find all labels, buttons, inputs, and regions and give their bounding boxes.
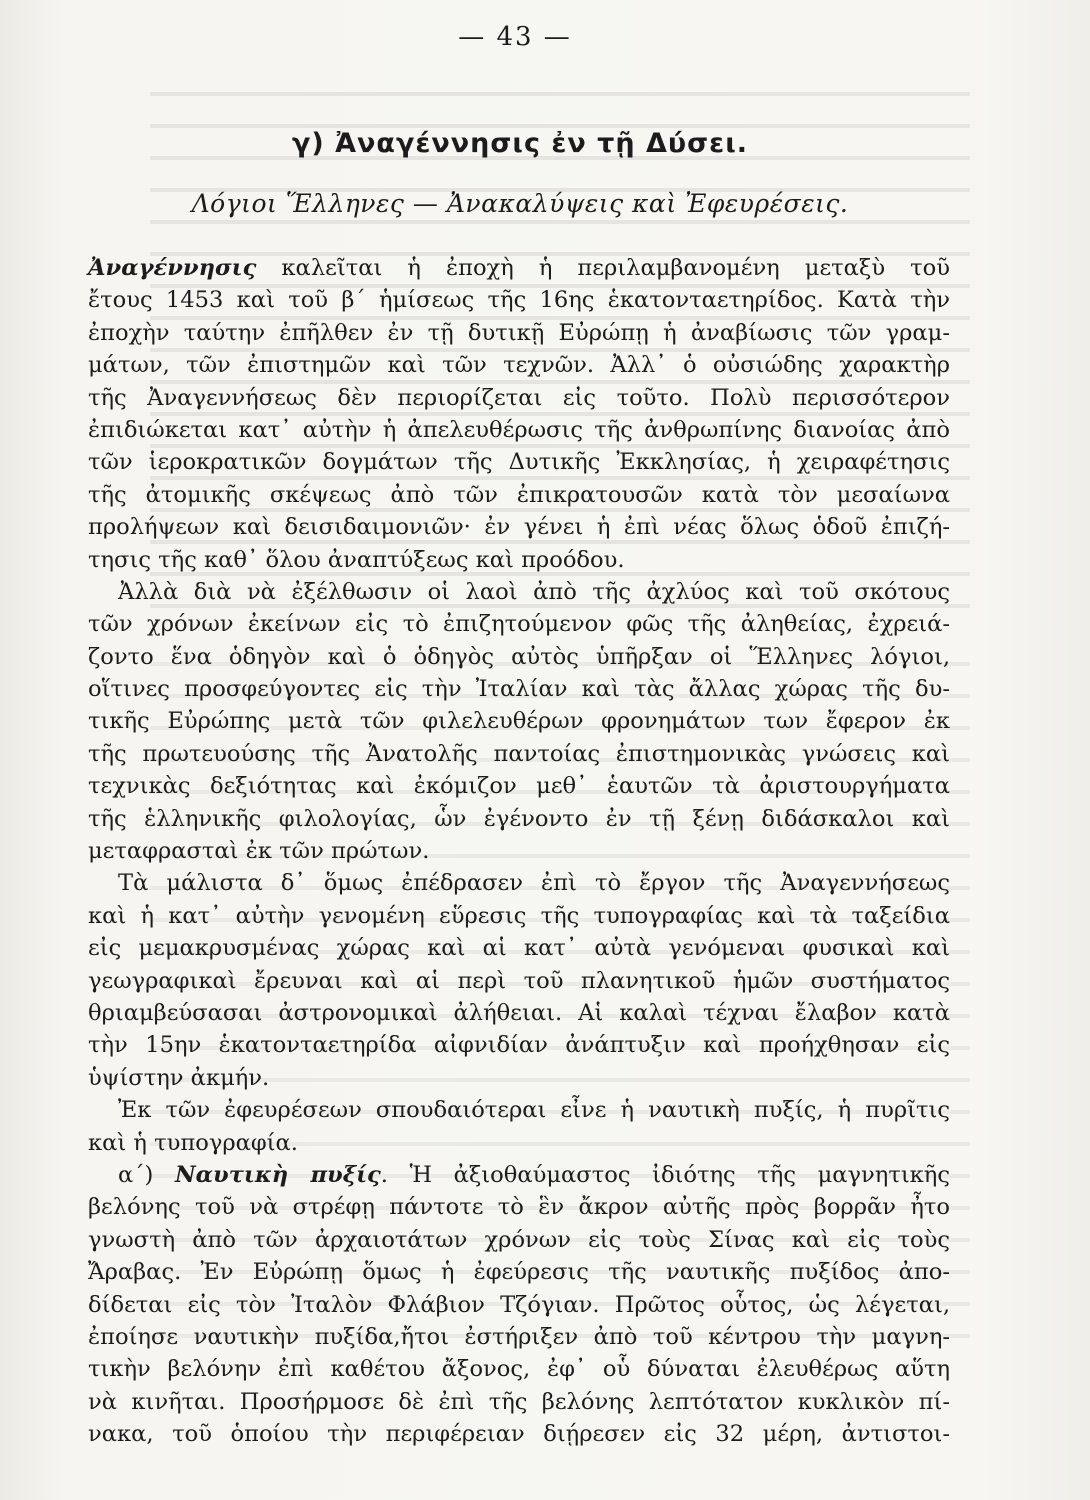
- line-text: Ἄραβας. Ἐν Εὐρώπῃ ὅμως ἡ ἐφεύρεσις τῆς ναυτικῆς πυξίδος ἀπο-: [88, 1259, 950, 1286]
- text-line: [88, 900, 950, 932]
- line-text: ἐποίησε ναυτικὴν πυξίδα,ἤτοι ἐστήριξεν ἀπὸ τοῦ κέντρου τὴν μαγνη-: [88, 1323, 950, 1350]
- text-line: [88, 867, 950, 899]
- line-text: τησις τῆς καθ᾿ ὅλου ἀναπτύξεως καὶ προόδου.: [88, 546, 625, 573]
- text-line: [88, 997, 950, 1029]
- line-text: τῆς πρωτευούσης τῆς Ἀνατολῆς παντοίας ἐπιστημονικὰς γνώσεις καὶ: [88, 740, 950, 767]
- text-line: [88, 414, 950, 446]
- line-text: ἔτους 1453 καὶ τοῦ β΄ ἡμίσεως τῆς 16ης ἑκατονταετηρίδος. Κατὰ τὴν: [88, 287, 950, 314]
- text-line: [88, 738, 950, 770]
- text-line: [88, 770, 950, 802]
- line-text: θριαμβεύσασαι ἀστρονομικαὶ ἀλήθειαι. Αἱ καλαὶ τέχναι ἔλαβον κατὰ: [88, 999, 950, 1026]
- line-text: γνωστὴ ἀπὸ τῶν ἀρχαιοτάτων χρόνων εἰς τοὺς Σίνας καὶ εἰς τοὺς: [88, 1226, 950, 1253]
- text-line: [88, 1289, 950, 1321]
- text-line: [88, 932, 950, 964]
- text-line: [88, 803, 950, 835]
- line-text: γεωγραφικαὶ ἔρευναι καὶ αἱ περὶ τοῦ πλανητικοῦ ἡμῶν συστήματος: [88, 967, 950, 994]
- text-line: [88, 1062, 950, 1094]
- line-text: τῆς ἑλληνικῆς φιλολογίας, ὧν ἐγένοντο ἐν τῇ ξένῃ διδάσκαλοι καὶ: [88, 805, 950, 832]
- line-text: μεταφρασταὶ ἐκ τῶν πρώτων.: [88, 838, 430, 865]
- text-line: [88, 446, 950, 478]
- section-subheading: Λόγιοι Ἕλληνες — Ἀνακαλύψεις καὶ Ἐφευρέσεις.: [191, 189, 849, 218]
- line-text: . Ἡ ἀξιοθαύμαστος ἰδιότης τῆς μαγνητικῆς: [380, 1161, 950, 1188]
- text-line: [88, 608, 950, 640]
- line-text: καλεῖται ἡ ἐποχὴ ἡ περιλαμβανομένη μεταξὺ τοῦ: [256, 255, 950, 281]
- emphasized-term: Ἀναγέννησις: [88, 255, 257, 281]
- line-text: Τὰ μάλιστα δ᾿ ὅμως ἐπέδρασεν ἐπὶ τὸ ἔργον τῆς Ἀναγεννήσεως: [118, 870, 950, 897]
- line-text: καὶ ἡ κατ᾿ αὐτὴν γενομένη εὕρεσις τῆς τυπογραφίας καὶ τὰ ταξείδια: [88, 902, 950, 929]
- line-text: τῆς Ἀναγεννήσεως δὲν περιορίζεται εἰς τοῦτο. Πολὺ περισσότερον: [88, 384, 950, 411]
- text-line: [88, 1094, 950, 1126]
- line-text: μάτων, τῶν ἐπιστημῶν καὶ τῶν τεχνῶν. Ἀλλ᾿ ὁ οὐσιώδης χαρακτὴρ: [88, 352, 950, 379]
- line-text: ἐποχὴν ταύτην ἐπῆλθεν ἐν τῇ δυτικῇ Εὐρώπῃ ἡ ἀναβίωσις τῶν γραμ-: [88, 319, 950, 346]
- text-line: [88, 1029, 950, 1061]
- page-number: — 43 —: [458, 22, 572, 52]
- emphasized-term: Ναυτικὴ πυξίς: [174, 1161, 381, 1188]
- line-text: τῆς ἀτομικῆς σκέψεως ἀπὸ τῶν ἐπικρατουσῶν κατὰ τὸν μεσαίωνα: [88, 481, 950, 508]
- text-line: [88, 1256, 950, 1288]
- line-text: προλήψεων καὶ δεισιδαιμονιῶν· ἐν γένει ἡ ἐπὶ νέας ὅλως ὁδοῦ ἐπιζή-: [88, 514, 950, 541]
- line-text: νὰ κινῆται. Προσήρμοσε δὲ ἐπὶ τῆς βελόνης λεπτότατον κυκλικὸν πί-: [88, 1388, 950, 1415]
- line-text: ζοντο ἕνα ὁδηγὸν καὶ ὁ ὁδηγὸς αὐτὸς ὑπῆρξαν οἱ Ἕλληνες λόγιοι,: [88, 643, 950, 670]
- line-text: ἐπιδιώκεται κατ᾿ αὐτὴν ἡ ἀπελευθέρωσις τῆς ἀνθρωπίνης διανοίας ἀπὸ: [88, 416, 950, 443]
- text-line: [88, 1159, 950, 1191]
- text-line: [88, 544, 950, 576]
- text-line: [88, 1127, 950, 1159]
- line-text: δίδεται εἰς τὸν Ἰταλὸν Φλάβιον Τζόγιαν. Πρῶτος οὗτος, ὡς λέγεται,: [88, 1291, 950, 1318]
- text-line: [88, 1321, 950, 1353]
- line-text: τὴν 15ην ἑκατονταετηρίδα αἰφνιδίαν ἀνάπτυξιν καὶ προήχθησαν εἰς: [88, 1032, 950, 1059]
- text-line: [88, 835, 950, 867]
- text-line: [88, 1191, 950, 1223]
- line-text: τῶν ἱεροκρατικῶν δογμάτων τῆς Δυτικῆς Ἐκκλησίας, ἡ χειραφέτησις: [88, 449, 950, 476]
- text-line: [88, 1353, 950, 1385]
- line-text: εἰς μεμακρυσμένας χώρας καὶ αἱ κατ᾿ αὐτὰ γενόμεναι φυσικαὶ καὶ: [88, 935, 950, 962]
- body-text: [88, 252, 950, 1450]
- line-text: βελόνης τοῦ νὰ στρέφῃ πάντοτε τὸ ἓν ἄκρον αὐτῆς πρὸς βορρᾶν ἦτο: [88, 1194, 950, 1221]
- text-line: [88, 1224, 950, 1256]
- section-heading: γ) Ἀναγέννησις ἐν τῇ Δύσει.: [292, 128, 748, 159]
- text-line: [88, 317, 950, 349]
- text-line: [88, 349, 950, 381]
- line-text: Ἀλλὰ διὰ νὰ ἐξέλθωσιν οἱ λαοὶ ἀπὸ τῆς ἀχλύος καὶ τοῦ σκότους: [118, 578, 950, 605]
- line-text: καὶ ἡ τυπογραφία.: [88, 1129, 298, 1156]
- text-line: [88, 382, 950, 414]
- text-line: [88, 641, 950, 673]
- line-text: νακα, τοῦ ὁποίου τὴν περιφέρειαν διῄρεσεν εἰς 32 μέρη, ἀντιστοι-: [88, 1421, 950, 1448]
- text-line: [88, 479, 950, 511]
- text-line: [88, 576, 950, 608]
- text-line: [88, 252, 950, 284]
- line-text: τικὴν βελόνην ἐπὶ καθέτου ἄξονος, ἐφ᾿ οὗ δύναται ἐλευθέρως αὕτη: [88, 1356, 950, 1383]
- text-line: [88, 511, 950, 543]
- text-line: [88, 673, 950, 705]
- line-prefix: α΄): [118, 1161, 175, 1188]
- text-line: [88, 705, 950, 737]
- line-text: ὑψίστην ἀκμήν.: [88, 1064, 270, 1091]
- text-line: [88, 1386, 950, 1418]
- line-text: τικῆς Εὐρώπης μετὰ τῶν φιλελευθέρων φρονημάτων των ἔφερον ἐκ: [88, 708, 950, 735]
- text-line: [88, 965, 950, 997]
- text-line: [88, 1418, 950, 1450]
- line-text: οἵτινες προσφεύγοντες εἰς τὴν Ἰταλίαν καὶ τὰς ἄλλας χώρας τῆς δυ-: [88, 676, 950, 703]
- line-text: τῶν χρόνων ἐκείνων εἰς τὸ ἐπιζητούμενον φῶς τῆς ἀληθείας, ἐχρειά-: [88, 611, 950, 638]
- line-text: τεχνικὰς δεξιότητας καὶ ἐκόμιζον μεθ᾿ ἑαυτῶν τὰ ἀριστουργήματα: [88, 773, 950, 800]
- line-text: Ἐκ τῶν ἐφευρέσεων σπουδαιότεραι εἶνε ἡ ναυτικὴ πυξίς, ἡ πυρῖτις: [118, 1097, 950, 1124]
- text-line: [88, 284, 950, 316]
